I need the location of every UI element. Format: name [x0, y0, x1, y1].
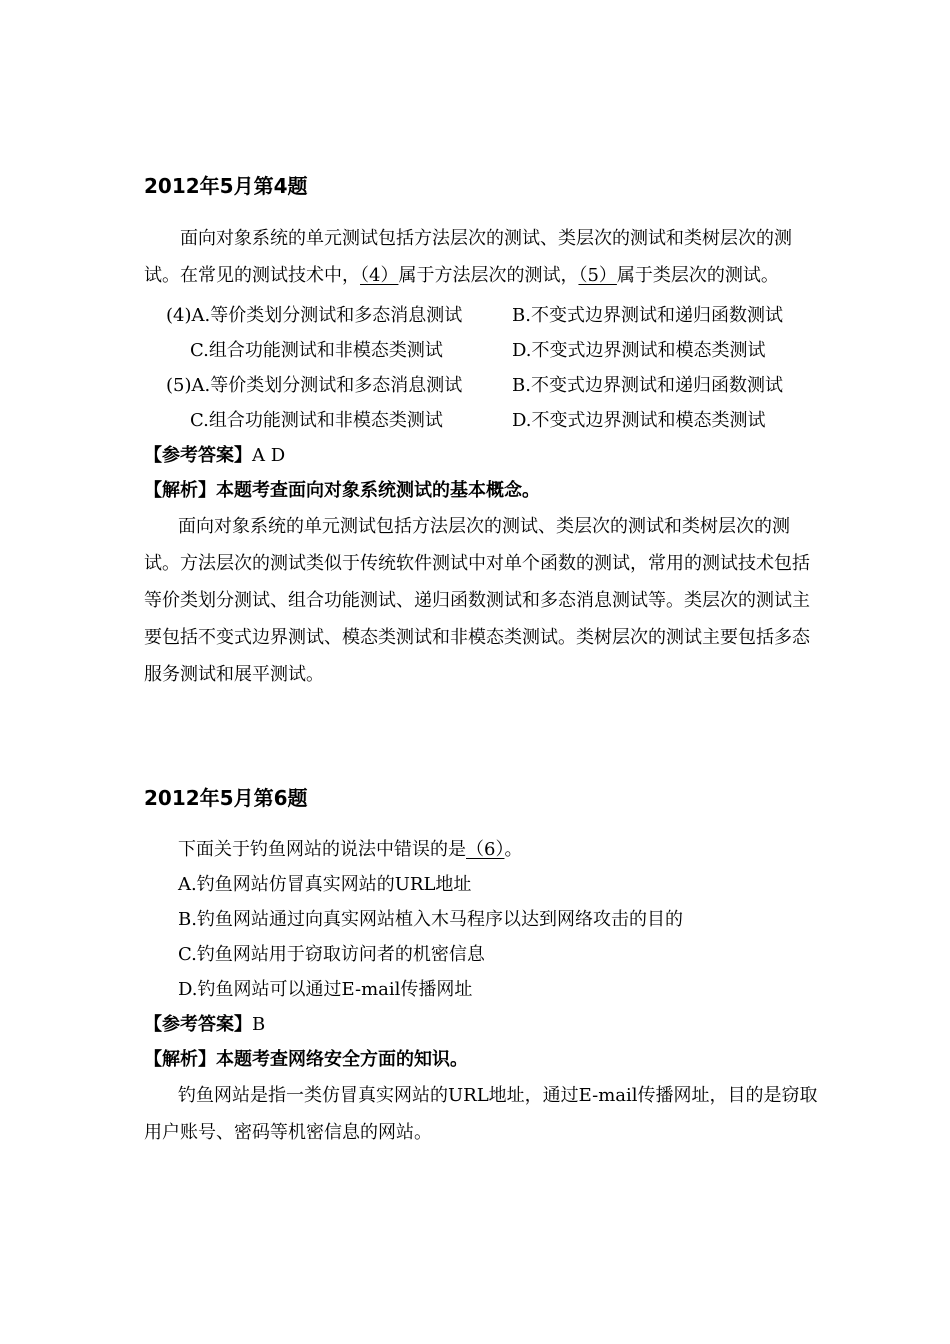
- stem-text-post: 。: [504, 839, 523, 860]
- option-left: (4)A.等价类划分测试和多态消息测试: [166, 305, 463, 326]
- answer-label: 【参考答案】: [144, 445, 252, 466]
- analysis-text: 面向对象系统的单元测试包括方法层次的测试、类层次的测试和类树层次的测试。方法层次的测试类似于传统软件测试中对单个函数的测试，常用的测试技术包括等价类划分测试、组合功能测试、递归函数测试和多态消息测试等。类层次的测试主要包括不变式边界测试、模态类测试和非模态类测试。类树层次的测试主要包括多态服务测试和展平测试。: [144, 516, 810, 685]
- question-6-section: [144, 784, 824, 1151]
- answer-line: [144, 438, 824, 473]
- option-right: B.不变式边界测试和递归函数测试: [512, 305, 783, 326]
- option-right: D.不变式边界测试和模态类测试: [512, 410, 766, 431]
- option-row: [144, 298, 824, 333]
- stem-text-pre: 下面关于钓鱼网站的说法中错误的是: [178, 839, 466, 860]
- option-c: C.钓鱼网站用于窃取访问者的机密信息: [178, 944, 485, 965]
- option-row: [144, 403, 824, 438]
- analysis-heading: 【解析】本题考查网络安全方面的知识。: [144, 1049, 468, 1070]
- blank-4: （4）: [360, 265, 399, 286]
- question-4-section: [144, 172, 824, 693]
- answer-line: [144, 1007, 824, 1042]
- blank-5: （5）: [578, 265, 617, 286]
- analysis-text: 钓鱼网站是指一类仿冒真实网站的URL地址，通过E-mail传播网址，目的是窃取用户账号、密码等机密信息的网站。: [144, 1085, 818, 1143]
- stem-text-mid: 属于方法层次的测试，: [398, 265, 579, 286]
- answer-label: 【参考答案】: [144, 1014, 252, 1035]
- option-b: B.钓鱼网站通过向真实网站植入木马程序以达到网络攻击的目的: [178, 909, 683, 930]
- question-4-stem: [144, 220, 824, 294]
- stem-text-post: 属于类层次的测试。: [616, 265, 779, 286]
- option-right: D.不变式边界测试和模态类测试: [512, 340, 766, 361]
- option-right: B.不变式边界测试和递归函数测试: [512, 375, 783, 396]
- option-d: D.钓鱼网站可以通过E-mail传播网址: [178, 979, 473, 1000]
- option-left: C.组合功能测试和非模态类测试: [190, 410, 443, 431]
- answer-value: A D: [252, 445, 286, 466]
- option-row: [144, 368, 824, 403]
- blank-6: （6）: [466, 839, 505, 860]
- stem-text-pre: 面向对象系统的单元测试包括方法层次的测试、类层次的测试和类树层次的测试。在常见的测试技术中，: [144, 228, 792, 286]
- answer-value: B: [252, 1014, 266, 1035]
- question-6-stem: [144, 832, 824, 867]
- option-row: [144, 333, 824, 368]
- question-4-title: 2012年5月第4题: [144, 174, 308, 198]
- option-a: A.钓鱼网站仿冒真实网站的URL地址: [178, 874, 472, 895]
- option-left: (5)A.等价类划分测试和多态消息测试: [166, 375, 463, 396]
- option-left: C.组合功能测试和非模态类测试: [190, 340, 443, 361]
- question-6-title: 2012年5月第6题: [144, 786, 308, 810]
- analysis-heading: 【解析】本题考查面向对象系统测试的基本概念。: [144, 480, 540, 501]
